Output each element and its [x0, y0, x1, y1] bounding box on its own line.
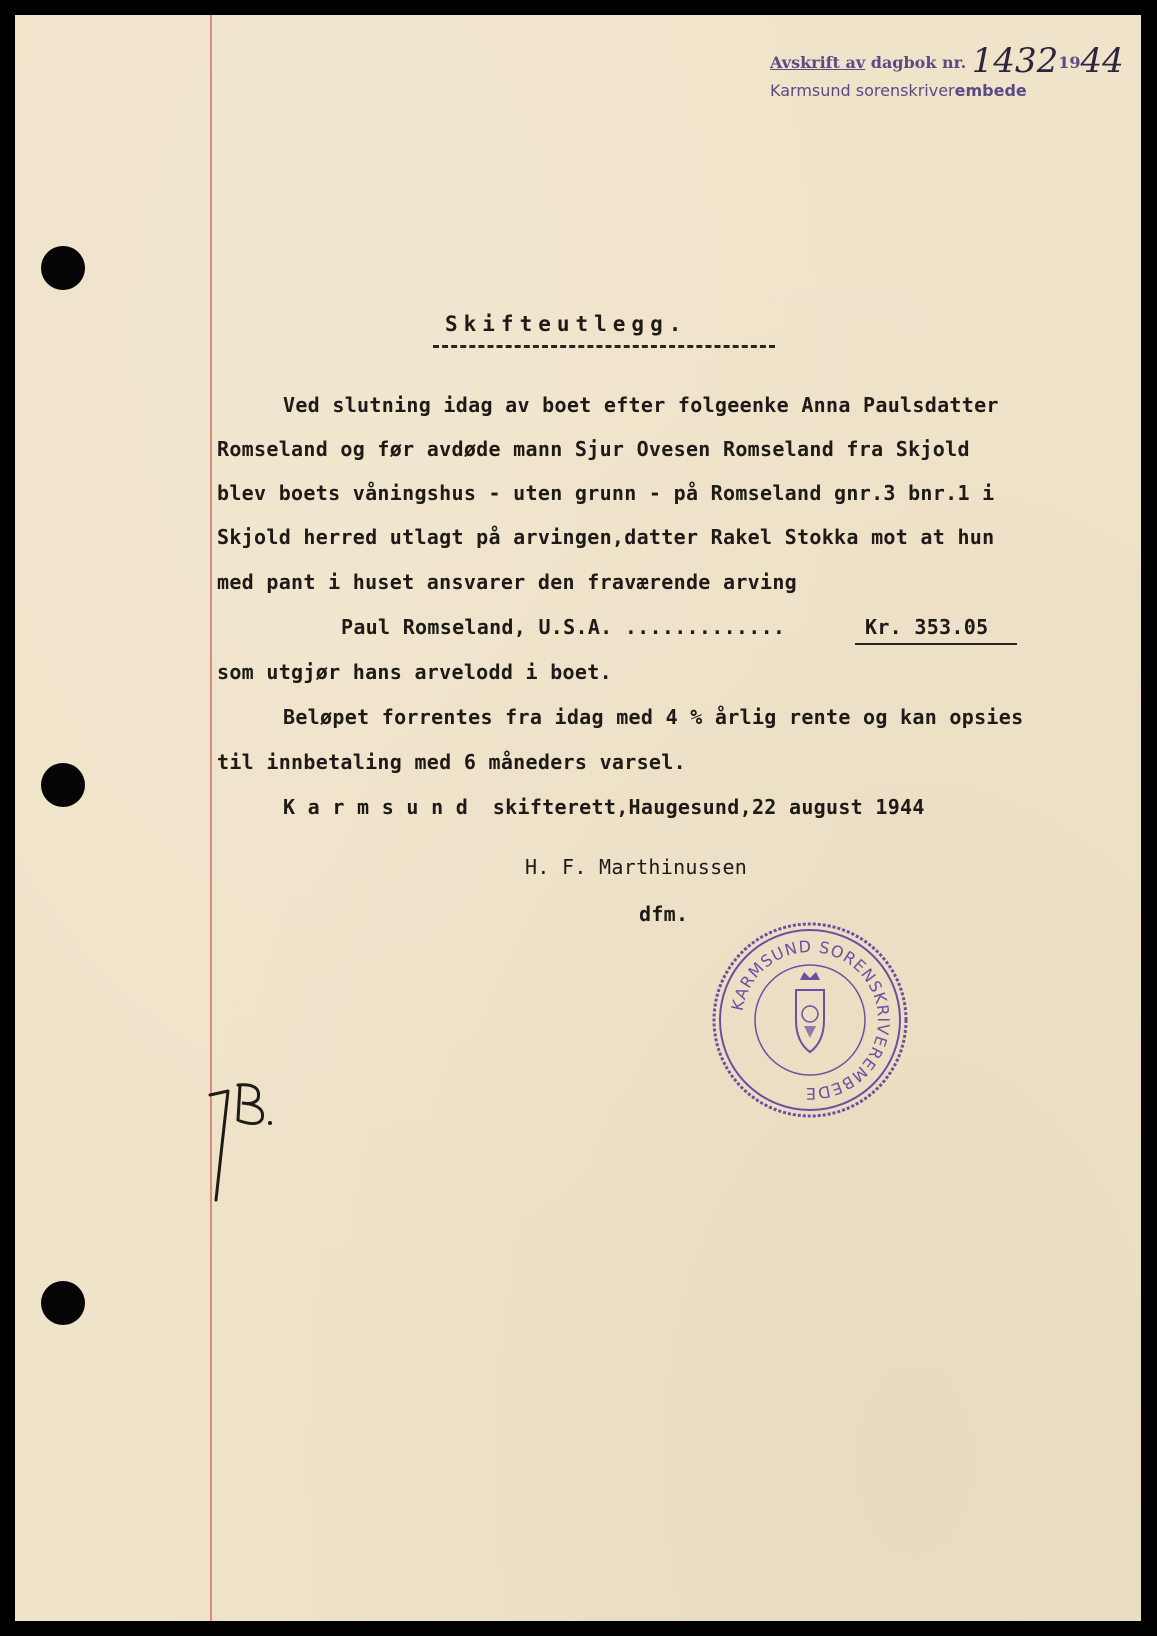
interest-line-1: Beløpet forrentes fra idag med 4 % årlig rente og kan opsies: [283, 705, 1024, 729]
amount-underline: [855, 643, 1017, 645]
margin-rule: [210, 15, 212, 1621]
dagbok-label: dagbok nr.: [870, 53, 967, 72]
punch-hole: [41, 246, 85, 290]
document-page: [15, 15, 1141, 1621]
coat-of-arms-icon: [796, 972, 824, 1052]
avskrift-label: Avskrift av: [770, 53, 866, 72]
document-title: Skifteutlegg.: [445, 312, 688, 336]
office-stamp: [770, 81, 1124, 100]
title-underline: [433, 345, 775, 348]
seal-ring: [720, 930, 900, 1110]
handwritten-initials: [200, 1065, 290, 1205]
year-suffix: 44: [1080, 41, 1124, 81]
body-line-3: blev boets våningshus - uten grunn - på Romseland gnr.3 bnr.1 i: [217, 481, 995, 505]
seal-text: KARMSUND SORENSKRIVEREMBEDE: [727, 936, 894, 1104]
body-line-1: Ved slutning idag av boet efter folgeenke Anna Paulsdatter: [283, 393, 999, 417]
interest-line-2: til innbetaling med 6 måneders varsel.: [217, 750, 686, 774]
amount: Kr. 353.05: [865, 615, 989, 639]
punch-hole: [41, 763, 85, 807]
signature-title: dfm.: [639, 902, 689, 926]
seal-inner-ring: [755, 965, 865, 1075]
year-prefix: 19: [1058, 53, 1081, 72]
header-stamp-line1: [770, 41, 1124, 81]
punch-hole: [41, 1281, 85, 1325]
header-stamp: [770, 41, 1124, 100]
place-date-line: K a r m s u n d skifterett,Haugesund,22 august 1944: [283, 795, 925, 819]
beneficiary-line: Paul Romseland, U.S.A. .............: [341, 615, 786, 639]
signature-name: H. F. Marthinussen: [525, 855, 748, 879]
office-stamp-bold: embede: [954, 81, 1027, 100]
dagbok-number: 1432: [971, 41, 1059, 81]
body-line-5: med pant i huset ansvarer den fraværende arving: [217, 570, 798, 594]
body-line-2: Romseland og før avdøde mann Sjur Ovesen Romseland fra Skjold: [217, 437, 970, 461]
body-line-4: Skjold herred utlagt på arvingen,datter Rakel Stokka mot at hun: [217, 525, 995, 549]
share-line: som utgjør hans arvelodd i boet.: [217, 660, 612, 684]
office-stamp-light: Karmsund sorenskriver: [770, 81, 955, 100]
official-seal: [710, 920, 910, 1120]
